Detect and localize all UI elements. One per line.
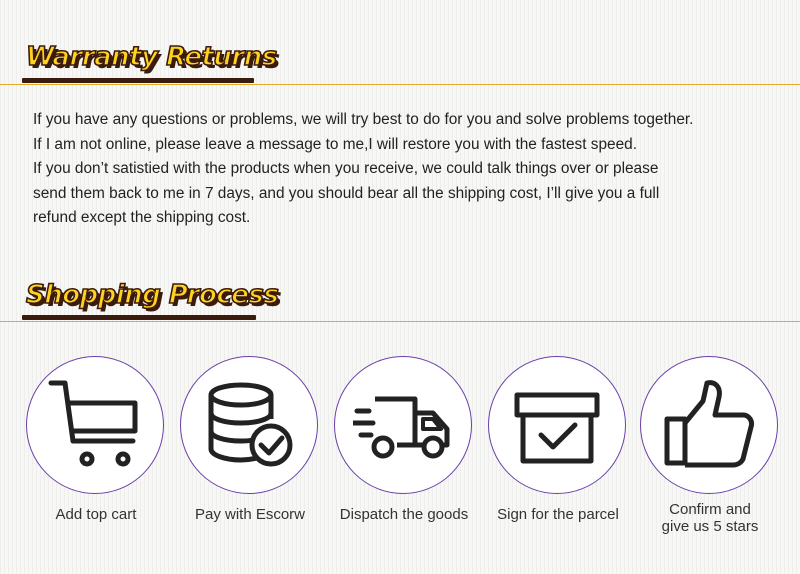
step-circle: [180, 356, 318, 494]
step-label-line: Confirm and: [669, 501, 751, 518]
process-divider: [0, 321, 800, 322]
step-label-line: give us 5 stars: [661, 518, 759, 535]
thumbs-up-icon: [659, 375, 759, 475]
step-circle: [488, 356, 626, 494]
warranty-divider: [0, 84, 800, 85]
step-label: Dispatch the goods: [339, 506, 469, 523]
step-label: Pay with Escorw: [194, 506, 306, 523]
shopping-cart-icon: [45, 375, 145, 475]
warranty-line: If you don’t satistied with the products when you receive, we could talk things over or please: [33, 160, 659, 178]
warranty-text: [33, 108, 783, 231]
box-check-icon: [507, 375, 607, 475]
warranty-line: If you have any questions or problems, we will try best to do for you and solve problems together.: [33, 111, 694, 128]
step-label: Add top cart: [55, 506, 137, 523]
warranty-line: If I am not online, please leave a message to me,I will restore you with the fastest speed.: [33, 135, 637, 153]
process-title-underline: [22, 315, 256, 320]
step-label: [610, 501, 800, 535]
process-title: Shopping Process: [26, 280, 279, 310]
step-circle: [26, 356, 164, 494]
coins-check-icon: [199, 375, 299, 475]
warranty-line: send them back to me in 7 days, and you should bear all the shipping cost, I’ll give you a full: [33, 184, 660, 202]
delivery-truck-icon: [353, 375, 453, 475]
warranty-line: refund except the shipping cost.: [33, 209, 251, 227]
warranty-title: Warranty Returns: [26, 42, 277, 72]
step-circle: [334, 356, 472, 494]
warranty-title-underline: [22, 78, 254, 83]
step-circle: [640, 356, 778, 494]
step-label: Sign for the parcel: [497, 506, 619, 523]
